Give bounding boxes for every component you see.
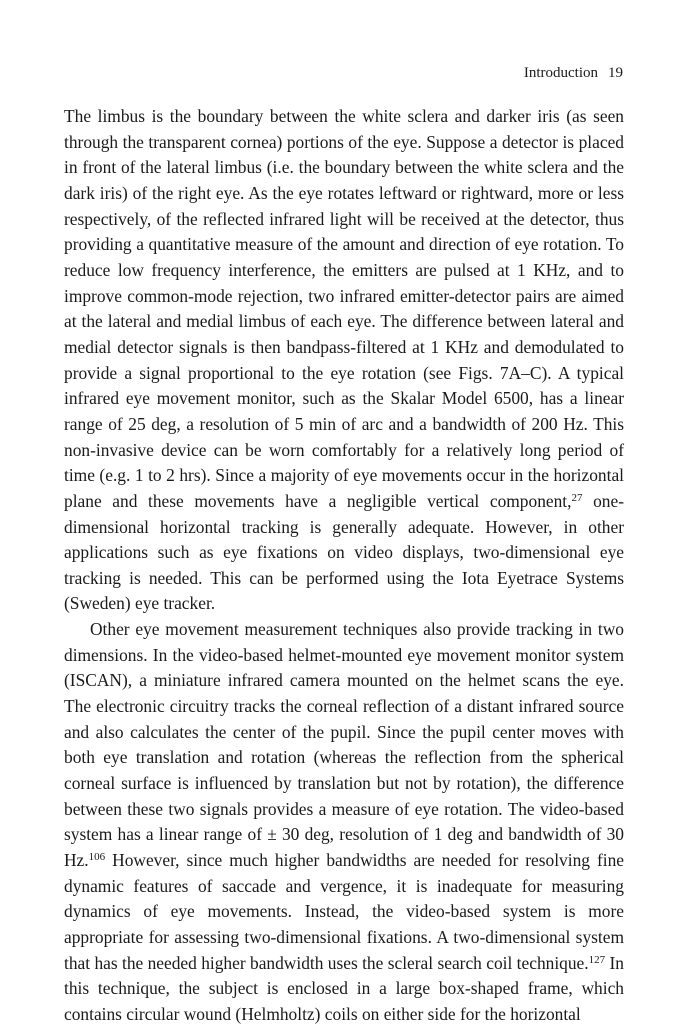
citation-ref: 106 <box>88 851 106 864</box>
text-segment: The limbus is the boundary between the white sclera and darker iris (as seen through the transparent cornea) portions of the eye. Suppose a detector is placed in front of the lateral limbus (i.e. the boundary between the white sclera and the dark iris) of the right eye. As the eye rotates leftward or rightward, more or less respectively, of the reflected infrared light will be received at the detector, thus providing a quantitative measure of the amount and direction of eye rotation. To reduce low frequency interference, the emitters are pulsed at 1 KHz, and to improve common-mode rejection, two infrared emitter-detector pairs are aimed at the lateral and medial limbus of each eye. The difference between lateral and medial detector signals is then bandpass-filtered at 1 KHz and demodulated to provide a signal proportional to the eye rotation (see Figs. 7A–C). A typical infrared eye movement monitor, such as the Skalar Model 6500, has a linear range of 25 deg, a resolution of 5 min of arc and a bandwidth of 200 Hz. This non-invasive device can be worn comfortably for a relatively long period of time (e.g. 1 to 2 hrs). Since a majority of eye movements occur in the horizontal plane and these movements have a negligible vertical component, <box>64 106 624 511</box>
body-text <box>64 104 624 1028</box>
paragraph-limbus-tracking <box>64 104 624 617</box>
running-head <box>524 63 623 83</box>
section-title: Introduction <box>523 65 598 81</box>
citation-ref: 127 <box>588 953 606 966</box>
text-segment: In this technique, the subject is enclosed in a large box-shaped frame, which contains circular wound (Helmholtz) coils on either side for the horizontal <box>64 952 624 1024</box>
citation-ref: 27 <box>571 491 583 504</box>
page-number: 19 <box>608 65 623 81</box>
text-segment: However, since much higher bandwidths are needed for resolving fine dynamic features of saccade and vergence, it is inadequate for measuring dynamics of eye movements. Instead, the video-based system is more appropriate for assessing two-dimensional fixations. A two-dimensional system that has the needed higher bandwidth uses the scleral search coil technique. <box>64 850 624 973</box>
text-segment: Other eye movement measurement techniques also provide tracking in two dimensions. In the video-based helmet-mounted eye movement monitor system (ISCAN), a miniature infrared camera mounted on the helmet scans the eye. The electronic circuitry tracks the corneal reflection of a distant infrared source and also calculates the center of the pupil. Since the pupil center moves with both eye translation and rotation (whereas the reflection from the spherical corneal surface is influenced by translation but not by rotation), the difference between these two signals provides a measure of eye rotation. The video-based system has a linear range of ± 30 deg, resolution of 1 deg and bandwidth of 30 Hz. <box>64 619 624 871</box>
paragraph-two-dimensional-tracking <box>64 617 624 1028</box>
text-segment: one-dimensional horizontal tracking is generally adequate. However, in other applications such as eye fixations on video displays, two-dimensional eye tracking is needed. This can be performed using the Iota Eyetrace Systems (Sweden) eye tracker. <box>64 490 625 614</box>
